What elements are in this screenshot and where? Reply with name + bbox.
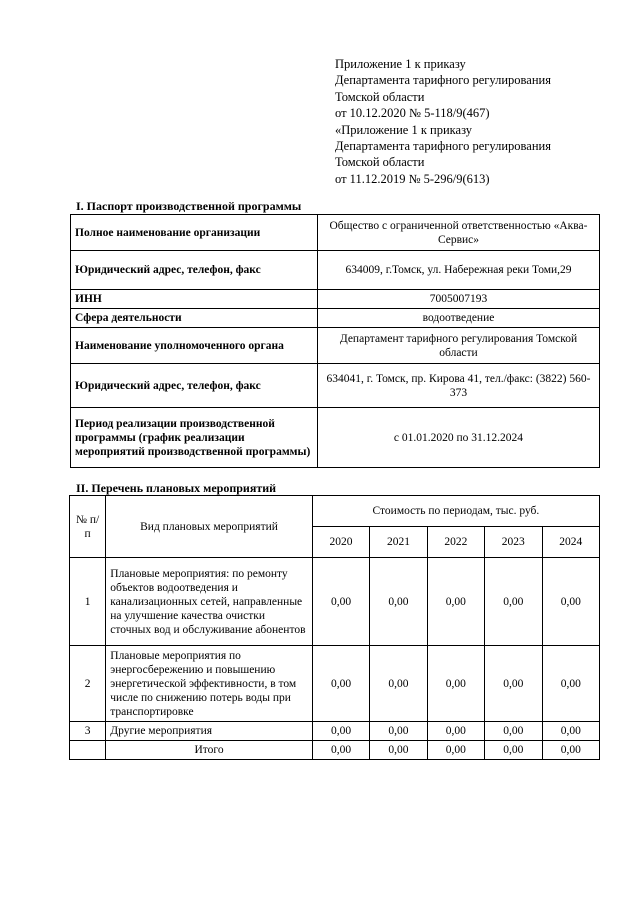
row-number: 3 (70, 722, 106, 741)
passport-title: I. Паспорт производственной программы (76, 199, 302, 213)
row-value: 0,00 (542, 722, 600, 741)
header-line: Департамента тарифного регулирования (335, 139, 551, 154)
table-row (71, 408, 600, 468)
passport-table (70, 214, 600, 468)
passport-value: водоотведение (318, 309, 600, 328)
table-row (70, 646, 600, 722)
column-header-year: 2023 (485, 527, 542, 558)
total-value: 0,00 (312, 741, 369, 760)
header-line: от 11.12.2019 № 5-296/9(613) (335, 171, 490, 186)
header-line: Приложение 1 к приказу (335, 57, 466, 71)
table-row (71, 309, 600, 328)
passport-value: 634009, г.Томск, ул. Набережная реки Томи,29 (318, 251, 600, 290)
passport-value: 7005007193 (318, 290, 600, 309)
passport-label: Наименование уполномоченного органа (71, 328, 318, 364)
header-line: от 10.12.2020 № 5-118/9(467) (335, 106, 490, 121)
column-header-year: 2020 (312, 527, 369, 558)
column-header-year: 2021 (370, 527, 427, 558)
row-value: 0,00 (312, 722, 369, 741)
table-row (71, 251, 600, 290)
measures-title: II. Перечень плановых мероприятий (76, 481, 277, 495)
passport-label: Сфера деятельности (71, 309, 318, 328)
table-row (71, 290, 600, 309)
passport-label: Юридический адрес, телефон, факс (71, 364, 318, 408)
total-number (70, 741, 106, 760)
passport-label: Полное наименование организации (71, 215, 318, 251)
passport-value: Общество с ограниченной ответственностью «Аква-Сервис» (318, 215, 600, 251)
table-row (71, 364, 600, 408)
row-number: 1 (70, 558, 106, 646)
passport-label: Период реализации производственной программы (график реализации мероприятий производственной программы) (71, 408, 318, 468)
row-name: Другие мероприятия (106, 722, 313, 741)
row-value: 0,00 (485, 646, 542, 722)
total-label: Итого (106, 741, 313, 760)
column-header-cost: Стоимость по периодам, тыс. руб. (312, 496, 599, 527)
row-value: 0,00 (427, 646, 484, 722)
row-value: 0,00 (370, 558, 427, 646)
table-row (70, 558, 600, 646)
row-value: 0,00 (427, 558, 484, 646)
passport-label: Юридический адрес, телефон, факс (71, 251, 318, 290)
header-line: Департамента тарифного регулирования (335, 73, 551, 88)
header-line: Томской области (335, 155, 425, 170)
table-row (70, 722, 600, 741)
row-name: Плановые мероприятия по энергосбережению и повышению энергетической эффективности, в том числе по снижению потерь воды при транспортировке (106, 646, 313, 722)
document-header (335, 56, 551, 187)
row-value: 0,00 (312, 646, 369, 722)
row-value: 0,00 (427, 722, 484, 741)
column-header-number: № п/п (70, 496, 106, 558)
total-value: 0,00 (370, 741, 427, 760)
table-header-row (70, 496, 600, 527)
total-row (70, 741, 600, 760)
row-number: 2 (70, 646, 106, 722)
column-header-name: Вид плановых мероприятий (106, 496, 313, 558)
table-row (71, 328, 600, 364)
row-value: 0,00 (485, 722, 542, 741)
header-line: «Приложение 1 к приказу (335, 122, 473, 137)
column-header-year: 2022 (427, 527, 484, 558)
total-value: 0,00 (485, 741, 542, 760)
measures-table (69, 495, 600, 760)
row-name: Плановые мероприятия: по ремонту объектов водоотведения и канализационных сетей, направленные на улучшение качества очистки сточных вод и обслуживание абонентов (106, 558, 313, 646)
passport-label: ИНН (71, 290, 318, 309)
passport-value: с 01.01.2020 по 31.12.2024 (318, 408, 600, 468)
row-value: 0,00 (370, 722, 427, 741)
column-header-year: 2024 (542, 527, 600, 558)
row-value: 0,00 (485, 558, 542, 646)
passport-value: 634041, г. Томск, пр. Кирова 41, тел./факс: (3822) 560-373 (318, 364, 600, 408)
table-row (71, 215, 600, 251)
passport-value: Департамент тарифного регулирования Томской области (318, 328, 600, 364)
row-value: 0,00 (542, 558, 600, 646)
row-value: 0,00 (312, 558, 369, 646)
header-line: Томской области (335, 89, 425, 104)
total-value: 0,00 (427, 741, 484, 760)
total-value: 0,00 (542, 741, 600, 760)
row-value: 0,00 (542, 646, 600, 722)
row-value: 0,00 (370, 646, 427, 722)
